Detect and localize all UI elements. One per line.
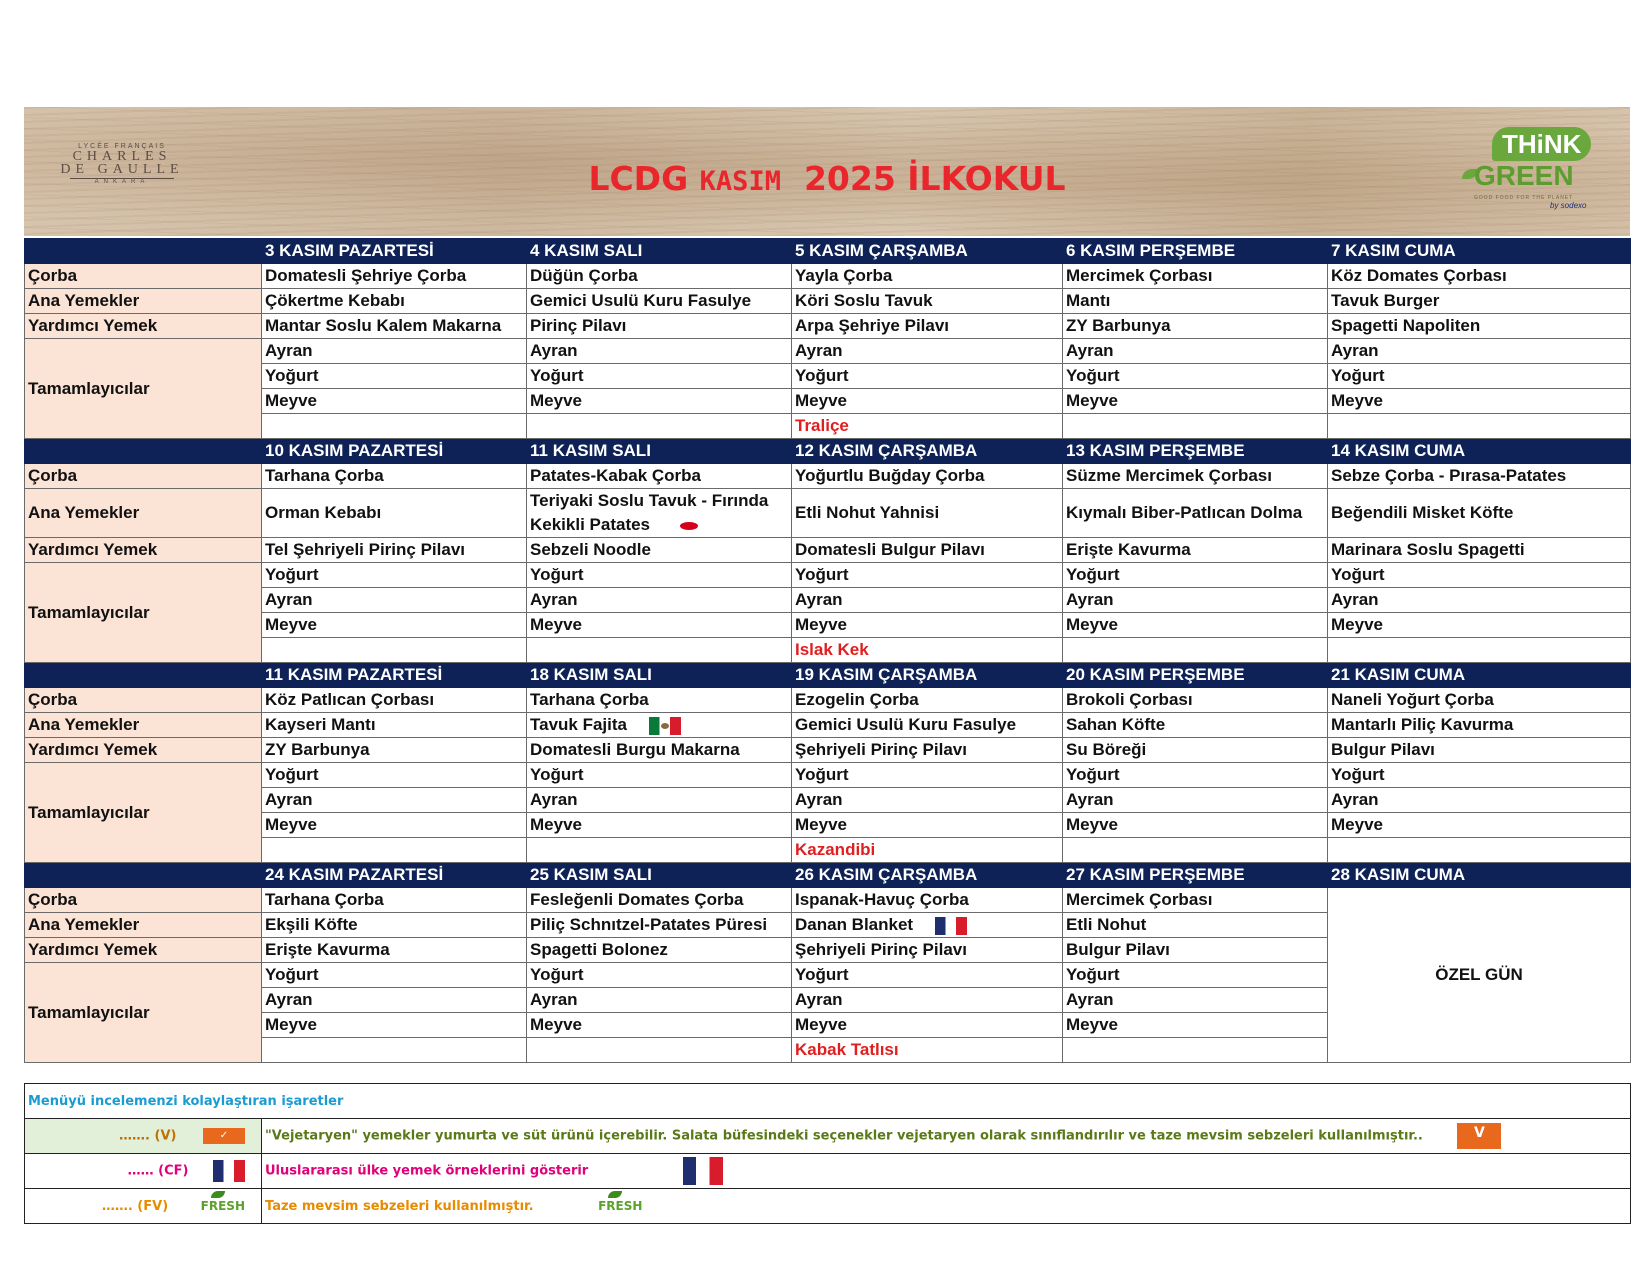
meal-name: Danan Blanket — [795, 915, 914, 934]
row-label: Tamamlayıcılar — [25, 563, 262, 663]
meal-name: Sebze Çorba - Pırasa-Patates — [1331, 466, 1567, 485]
dessert-cell — [527, 1038, 792, 1063]
meal-cell — [792, 489, 1063, 538]
meal-cell — [1328, 738, 1631, 763]
meal-name: Köri Soslu Tavuk — [795, 291, 933, 310]
meal-cell — [1328, 538, 1631, 563]
vegetarian-badge-icon: V — [1457, 1123, 1501, 1149]
meal-cell — [262, 688, 527, 713]
meal-name: Tarhana Çorba — [530, 690, 649, 709]
menu-row-corba — [25, 688, 1631, 713]
day-header: 18 KASIM SALI — [527, 663, 792, 688]
logo-tagline: GOOD FOOD FOR THE PLANET — [1474, 195, 1574, 201]
meal-name: Ispanak-Havuç Çorba — [795, 890, 969, 909]
side-item-cell: Ayran — [527, 339, 792, 364]
week-header-row — [25, 439, 1631, 464]
meal-name: Erişte Kavurma — [1066, 540, 1191, 559]
side-item-cell: Ayran — [1063, 588, 1328, 613]
meal-name: Kıymalı Biber-Patlıcan Dolma — [1066, 503, 1303, 522]
meal-cell — [1063, 938, 1328, 963]
side-item-cell: Ayran — [792, 988, 1063, 1013]
side-item-cell: Meyve — [527, 389, 792, 414]
meal-cell — [792, 464, 1063, 489]
menu-row-yardimci — [25, 314, 1631, 339]
side-item-cell: Ayran — [792, 339, 1063, 364]
day-header: 6 KASIM PERŞEMBE — [1063, 239, 1328, 264]
day-header: 26 KASIM ÇARŞAMBA — [792, 863, 1063, 888]
side-item-cell: Yoğurt — [262, 963, 527, 988]
day-header: 21 KASIM CUMA — [1328, 663, 1631, 688]
meal-cell — [792, 913, 1063, 938]
meal-name: Marinara Soslu Spagetti — [1331, 540, 1525, 559]
meal-name: Etli Nohut Yahnisi — [795, 503, 940, 522]
meal-name: Sebzeli Noodle — [530, 540, 651, 559]
menu-row-tamamlayici — [25, 389, 1631, 414]
meal-cell — [792, 738, 1063, 763]
meal-cell — [792, 289, 1063, 314]
meal-name: Naneli Yoğurt Çorba — [1331, 690, 1494, 709]
meal-cell — [1063, 888, 1328, 913]
row-label: Ana Yemekler — [25, 289, 262, 314]
fresh-icon: FRESH — [200, 1199, 245, 1213]
side-item-cell: Meyve — [262, 813, 527, 838]
side-item-cell: Meyve — [527, 1013, 792, 1038]
side-item-cell: Yoğurt — [527, 963, 792, 988]
menu-row-tamamlayici — [25, 339, 1631, 364]
meal-cell — [792, 264, 1063, 289]
dessert-cell: Traliçe — [792, 414, 1063, 439]
meal-name: Tavuk Burger — [1331, 291, 1440, 310]
side-item-cell: Yoğurt — [1063, 963, 1328, 988]
day-header: 19 KASIM ÇARŞAMBA — [792, 663, 1063, 688]
side-item-cell: Meyve — [792, 613, 1063, 638]
day-header: 28 KASIM CUMA — [1328, 863, 1631, 888]
day-header: 7 KASIM CUMA — [1328, 239, 1631, 264]
meal-cell — [262, 289, 527, 314]
day-header: 10 KASIM PAZARTESİ — [262, 439, 527, 464]
meal-name: Etli Nohut — [1066, 915, 1147, 934]
meal-name: Gemici Usulü Kuru Fasulye — [530, 291, 752, 310]
menu-row-corba — [25, 888, 1631, 913]
meal-name: Çökertme Kebabı — [265, 291, 405, 310]
row-label: Ana Yemekler — [25, 913, 262, 938]
row-label: Çorba — [25, 464, 262, 489]
week-header-row — [25, 239, 1631, 264]
meal-name: Ezogelin Çorba — [795, 690, 919, 709]
side-item-cell: Yoğurt — [527, 563, 792, 588]
side-item-cell: Ayran — [262, 788, 527, 813]
meal-name: Yayla Çorba — [795, 266, 893, 285]
meal-cell — [262, 489, 527, 538]
menu-row-yardimci — [25, 738, 1631, 763]
meal-name: Tavuk Fajita — [530, 715, 627, 734]
meal-name: Köz Patlıcan Çorbası — [265, 690, 435, 709]
side-item-cell: Yoğurt — [262, 563, 527, 588]
row-label: Tamamlayıcılar — [25, 339, 262, 439]
meal-name: Tarhana Çorba — [265, 890, 384, 909]
meal-name: Pirinç Pilavı — [530, 316, 627, 335]
meal-name: Şehriyeli Pirinç Pilavı — [795, 740, 967, 759]
menu-row-tamamlayici — [25, 788, 1631, 813]
meal-cell — [527, 913, 792, 938]
meal-name: Tarhana Çorba — [265, 466, 384, 485]
meal-name: Tel Şehriyeli Pirinç Pilavı — [265, 540, 465, 559]
meal-name: Orman Kebabı — [265, 503, 382, 522]
meal-name: Süzme Mercimek Çorbası — [1066, 466, 1272, 485]
row-label: Yardımcı Yemek — [25, 314, 262, 339]
logo-green: GREEN — [1474, 160, 1574, 191]
side-item-cell: Meyve — [792, 389, 1063, 414]
meal-cell — [1063, 289, 1328, 314]
mexico-flag-icon — [649, 717, 681, 735]
meal-name: Köz Domates Çorbası — [1331, 266, 1507, 285]
side-item-cell: Ayran — [262, 988, 527, 1013]
meal-cell — [1328, 264, 1631, 289]
meal-cell — [527, 738, 792, 763]
meal-name: Ekşili Köfte — [265, 915, 358, 934]
legend-text-fv — [262, 1189, 1631, 1224]
meal-name: Gemici Usulü Kuru Fasulye — [795, 715, 1017, 734]
meal-cell — [262, 713, 527, 738]
side-item-cell: Ayran — [262, 339, 527, 364]
meal-name: Piliç Schnıtzel-Patates Püresi — [530, 915, 768, 934]
side-item-cell: Meyve — [262, 613, 527, 638]
legend-key-label: …… (CF) — [127, 1163, 189, 1179]
france-flag-icon — [683, 1157, 723, 1185]
side-item-cell: Meyve — [1328, 389, 1631, 414]
side-item-cell: Ayran — [1328, 339, 1631, 364]
meal-cell — [792, 688, 1063, 713]
special-day-cell: ÖZEL GÜN — [1328, 888, 1631, 1063]
header-banner — [24, 107, 1630, 236]
meal-cell — [527, 938, 792, 963]
week-header-row — [25, 663, 1631, 688]
dessert-cell — [1328, 414, 1631, 439]
side-item-cell: Yoğurt — [792, 364, 1063, 389]
meal-cell — [262, 314, 527, 339]
school-logo-line: LYCÉE FRANÇAIS — [78, 143, 166, 150]
menu-row-corba — [25, 464, 1631, 489]
day-header: 14 KASIM CUMA — [1328, 439, 1631, 464]
menu-table — [24, 238, 1631, 1063]
legend-row-fresh — [25, 1189, 1631, 1224]
meal-cell — [1328, 289, 1631, 314]
meal-name: ZY Barbunya — [265, 740, 370, 759]
logo-think: THiNK — [1492, 127, 1591, 161]
side-item-cell: Meyve — [1063, 1013, 1328, 1038]
side-item-cell: Ayran — [1063, 339, 1328, 364]
legend-text: Taze mevsim sebzeleri kullanılmıştır. — [265, 1198, 534, 1214]
page-title — [24, 159, 1630, 198]
side-item-cell: Ayran — [527, 788, 792, 813]
header-corner — [25, 239, 262, 264]
meal-cell — [1063, 713, 1328, 738]
meal-cell — [1063, 264, 1328, 289]
menu-row-ana — [25, 289, 1631, 314]
menu-row-tamamlayici — [25, 613, 1631, 638]
side-item-cell: Yoğurt — [1328, 763, 1631, 788]
meal-name: Düğün Çorba — [530, 266, 638, 285]
row-label: Tamamlayıcılar — [25, 963, 262, 1063]
meal-cell — [1063, 688, 1328, 713]
meal-name: Şehriyeli Pirinç Pilavı — [795, 940, 967, 959]
meal-cell — [262, 538, 527, 563]
side-item-cell: Meyve — [1328, 613, 1631, 638]
side-item-cell: Meyve — [1328, 813, 1631, 838]
meal-cell — [1328, 688, 1631, 713]
meal-cell — [527, 289, 792, 314]
row-label: Ana Yemekler — [25, 713, 262, 738]
legend-key-v — [25, 1119, 262, 1154]
side-item-cell: Ayran — [527, 988, 792, 1013]
meal-cell — [792, 938, 1063, 963]
menu-row-tamamlayici — [25, 563, 1631, 588]
meal-cell — [527, 538, 792, 563]
menu-row-tamamlayici — [25, 364, 1631, 389]
meal-cell — [527, 464, 792, 489]
side-item-cell: Ayran — [1328, 788, 1631, 813]
side-item-cell: Ayran — [1063, 988, 1328, 1013]
france-flag-icon — [935, 917, 967, 935]
dessert-cell — [262, 638, 527, 663]
side-item-cell: Yoğurt — [527, 763, 792, 788]
meal-cell — [1063, 464, 1328, 489]
side-item-cell: Yoğurt — [1063, 364, 1328, 389]
meal-name: Mercimek Çorbası — [1066, 890, 1213, 909]
menu-row-tamamlayici — [25, 813, 1631, 838]
side-item-cell: Ayran — [262, 588, 527, 613]
meal-name: Domatesli Burgu Makarna — [530, 740, 740, 759]
meal-cell — [1328, 713, 1631, 738]
meal-name: ZY Barbunya — [1066, 316, 1171, 335]
day-header: 13 KASIM PERŞEMBE — [1063, 439, 1328, 464]
header-corner — [25, 863, 262, 888]
row-label: Yardımcı Yemek — [25, 938, 262, 963]
meal-name: Mantı — [1066, 291, 1111, 310]
meal-name: Mercimek Çorbası — [1066, 266, 1213, 285]
menu-row-yardimci — [25, 538, 1631, 563]
row-label: Yardımcı Yemek — [25, 738, 262, 763]
vegetarian-icon: ✓ — [203, 1128, 245, 1144]
day-header: 3 KASIM PAZARTESİ — [262, 239, 527, 264]
side-item-cell: Yoğurt — [1328, 563, 1631, 588]
meal-cell — [1328, 464, 1631, 489]
meal-cell — [262, 888, 527, 913]
menu-row-tamamlayici — [25, 414, 1631, 439]
meal-name: Fesleğenli Domates Çorba — [530, 890, 744, 909]
meal-cell — [262, 264, 527, 289]
row-label: Yardımcı Yemek — [25, 538, 262, 563]
dessert-cell — [262, 1038, 527, 1063]
think-green-logo — [1462, 127, 1602, 213]
meal-name: Bulgur Pilavı — [1331, 740, 1435, 759]
side-item-cell: Yoğurt — [792, 763, 1063, 788]
dessert-cell — [1063, 414, 1328, 439]
meal-cell — [527, 489, 792, 538]
side-item-cell: Yoğurt — [262, 364, 527, 389]
france-flag-icon — [213, 1160, 245, 1182]
meal-cell — [1328, 314, 1631, 339]
meal-name: Domatesli Şehriye Çorba — [265, 266, 467, 285]
meal-name: Domatesli Bulgur Pilavı — [795, 540, 985, 559]
legend-key-label: ……. (FV) — [101, 1198, 169, 1214]
menu-row-tamamlayici — [25, 838, 1631, 863]
meal-name: Sahan Köfte — [1066, 715, 1166, 734]
side-item-cell: Meyve — [262, 389, 527, 414]
dessert-cell — [1063, 838, 1328, 863]
side-item-cell: Meyve — [527, 613, 792, 638]
side-item-cell: Yoğurt — [262, 763, 527, 788]
meal-cell — [1328, 489, 1631, 538]
side-item-cell: Meyve — [1063, 389, 1328, 414]
fresh-icon: FRESH — [598, 1199, 643, 1213]
dessert-cell — [527, 414, 792, 439]
school-logo-line: CHARLES — [72, 149, 172, 164]
dessert-cell: Kazandibi — [792, 838, 1063, 863]
legend-text: "Vejetaryen" yemekler yumurta ve süt ürünü içerebilir. Salata büfesindeki seçenekler vejetaryen olarak sınıflandırılır ve taze mevsim sebzeleri kullanılmıştır.. — [265, 1128, 1423, 1144]
menu-row-corba — [25, 264, 1631, 289]
side-item-cell: Meyve — [262, 1013, 527, 1038]
day-header: 5 KASIM ÇARŞAMBA — [792, 239, 1063, 264]
school-logo-line: DE GAULLE — [60, 162, 184, 177]
meal-cell — [262, 738, 527, 763]
meal-cell — [1063, 314, 1328, 339]
meal-name: Yoğurtlu Buğday Çorba — [795, 466, 985, 485]
row-label: Çorba — [25, 264, 262, 289]
legend-row-vegetarian — [25, 1119, 1631, 1154]
meal-cell — [792, 314, 1063, 339]
side-item-cell: Yoğurt — [1063, 563, 1328, 588]
meal-name: Brokoli Çorbası — [1066, 690, 1193, 709]
meal-cell — [527, 888, 792, 913]
dessert-cell — [262, 414, 527, 439]
menu-row-tamamlayici — [25, 588, 1631, 613]
legend-intro: Menüyü incelemenzi kolaylaştıran işaretler — [25, 1084, 1631, 1119]
side-item-cell: Meyve — [1063, 813, 1328, 838]
meal-cell — [1063, 489, 1328, 538]
row-label: Çorba — [25, 688, 262, 713]
legend-text: Uluslararası ülke yemek örneklerini gösterir — [265, 1163, 589, 1179]
meal-cell — [262, 913, 527, 938]
meal-name: Erişte Kavurma — [265, 940, 390, 959]
side-item-cell: Ayran — [792, 588, 1063, 613]
legend-key-fv — [25, 1189, 262, 1224]
row-label: Çorba — [25, 888, 262, 913]
meal-cell — [527, 264, 792, 289]
meal-name: Kayseri Mantı — [265, 715, 376, 734]
meal-cell — [792, 713, 1063, 738]
title-prefix: LCDG — [588, 159, 689, 198]
legend-row-international — [25, 1154, 1631, 1189]
dessert-cell — [1328, 838, 1631, 863]
day-header: 4 KASIM SALI — [527, 239, 792, 264]
title-rest: 2025 İLKOKUL — [803, 159, 1066, 198]
day-header: 24 KASIM PAZARTESİ — [262, 863, 527, 888]
meal-name: Mantarlı Piliç Kavurma — [1331, 715, 1514, 734]
menu-row-tamamlayici — [25, 638, 1631, 663]
meal-name: Su Böreği — [1066, 740, 1147, 759]
meal-name: Spagetti Bolonez — [530, 940, 668, 959]
meal-name: Mantar Soslu Kalem Makarna — [265, 316, 502, 335]
meal-cell — [792, 888, 1063, 913]
japan-flag-icon — [672, 517, 704, 535]
meal-cell — [1063, 538, 1328, 563]
row-label: Ana Yemekler — [25, 489, 262, 538]
meal-cell — [527, 688, 792, 713]
side-item-cell: Ayran — [792, 788, 1063, 813]
day-header: 12 KASIM ÇARŞAMBA — [792, 439, 1063, 464]
side-item-cell: Meyve — [792, 1013, 1063, 1038]
menu-row-tamamlayici — [25, 763, 1631, 788]
meal-name: Spagetti Napoliten — [1331, 316, 1481, 335]
legend-key-label: ……. (V) — [119, 1128, 177, 1144]
legend-key-cf — [25, 1154, 262, 1189]
day-header: 11 KASIM SALI — [527, 439, 792, 464]
meal-name: Patates-Kabak Çorba — [530, 466, 702, 485]
side-item-cell: Ayran — [527, 588, 792, 613]
dessert-cell — [1328, 638, 1631, 663]
meal-name: Teriyaki Soslu Tavuk - Fırında Kekikli Patates — [530, 491, 769, 534]
week-header-row — [25, 863, 1631, 888]
meal-name: Beğendili Misket Köfte — [1331, 503, 1514, 522]
side-item-cell: Meyve — [527, 813, 792, 838]
header-corner — [25, 663, 262, 688]
legend-text-cf — [262, 1154, 1631, 1189]
dessert-cell: Islak Kek — [792, 638, 1063, 663]
legend-table — [24, 1083, 1631, 1224]
meal-name: Arpa Şehriye Pilavı — [795, 316, 950, 335]
school-logo-line: ANKARA — [70, 178, 174, 185]
side-item-cell: Yoğurt — [1328, 364, 1631, 389]
dessert-cell — [1063, 1038, 1328, 1063]
dessert-cell — [527, 638, 792, 663]
meal-cell — [262, 464, 527, 489]
side-item-cell: Yoğurt — [1063, 763, 1328, 788]
row-label: Tamamlayıcılar — [25, 763, 262, 863]
dessert-cell — [1063, 638, 1328, 663]
day-header: 20 KASIM PERŞEMBE — [1063, 663, 1328, 688]
day-header: 27 KASIM PERŞEMBE — [1063, 863, 1328, 888]
dessert-cell: Kabak Tatlısı — [792, 1038, 1063, 1063]
title-month: KASIM — [699, 166, 781, 197]
side-item-cell: Yoğurt — [527, 364, 792, 389]
header-corner — [25, 439, 262, 464]
dessert-cell — [262, 838, 527, 863]
day-header: 25 KASIM SALI — [527, 863, 792, 888]
side-item-cell: Yoğurt — [792, 963, 1063, 988]
logo-company: by sodexo — [1550, 201, 1587, 210]
legend-text-v — [262, 1119, 1631, 1154]
side-item-cell: Ayran — [1063, 788, 1328, 813]
meal-cell — [262, 938, 527, 963]
side-item-cell: Ayran — [1328, 588, 1631, 613]
menu-row-ana — [25, 489, 1631, 538]
meal-cell — [1063, 913, 1328, 938]
meal-name: Bulgur Pilavı — [1066, 940, 1170, 959]
dessert-cell — [527, 838, 792, 863]
side-item-cell: Meyve — [1063, 613, 1328, 638]
meal-cell — [527, 314, 792, 339]
menu-row-ana — [25, 713, 1631, 738]
day-header: 11 KASIM PAZARTESİ — [262, 663, 527, 688]
side-item-cell: Meyve — [792, 813, 1063, 838]
meal-cell — [1063, 738, 1328, 763]
side-item-cell: Yoğurt — [792, 563, 1063, 588]
meal-cell — [527, 713, 792, 738]
meal-cell — [792, 538, 1063, 563]
